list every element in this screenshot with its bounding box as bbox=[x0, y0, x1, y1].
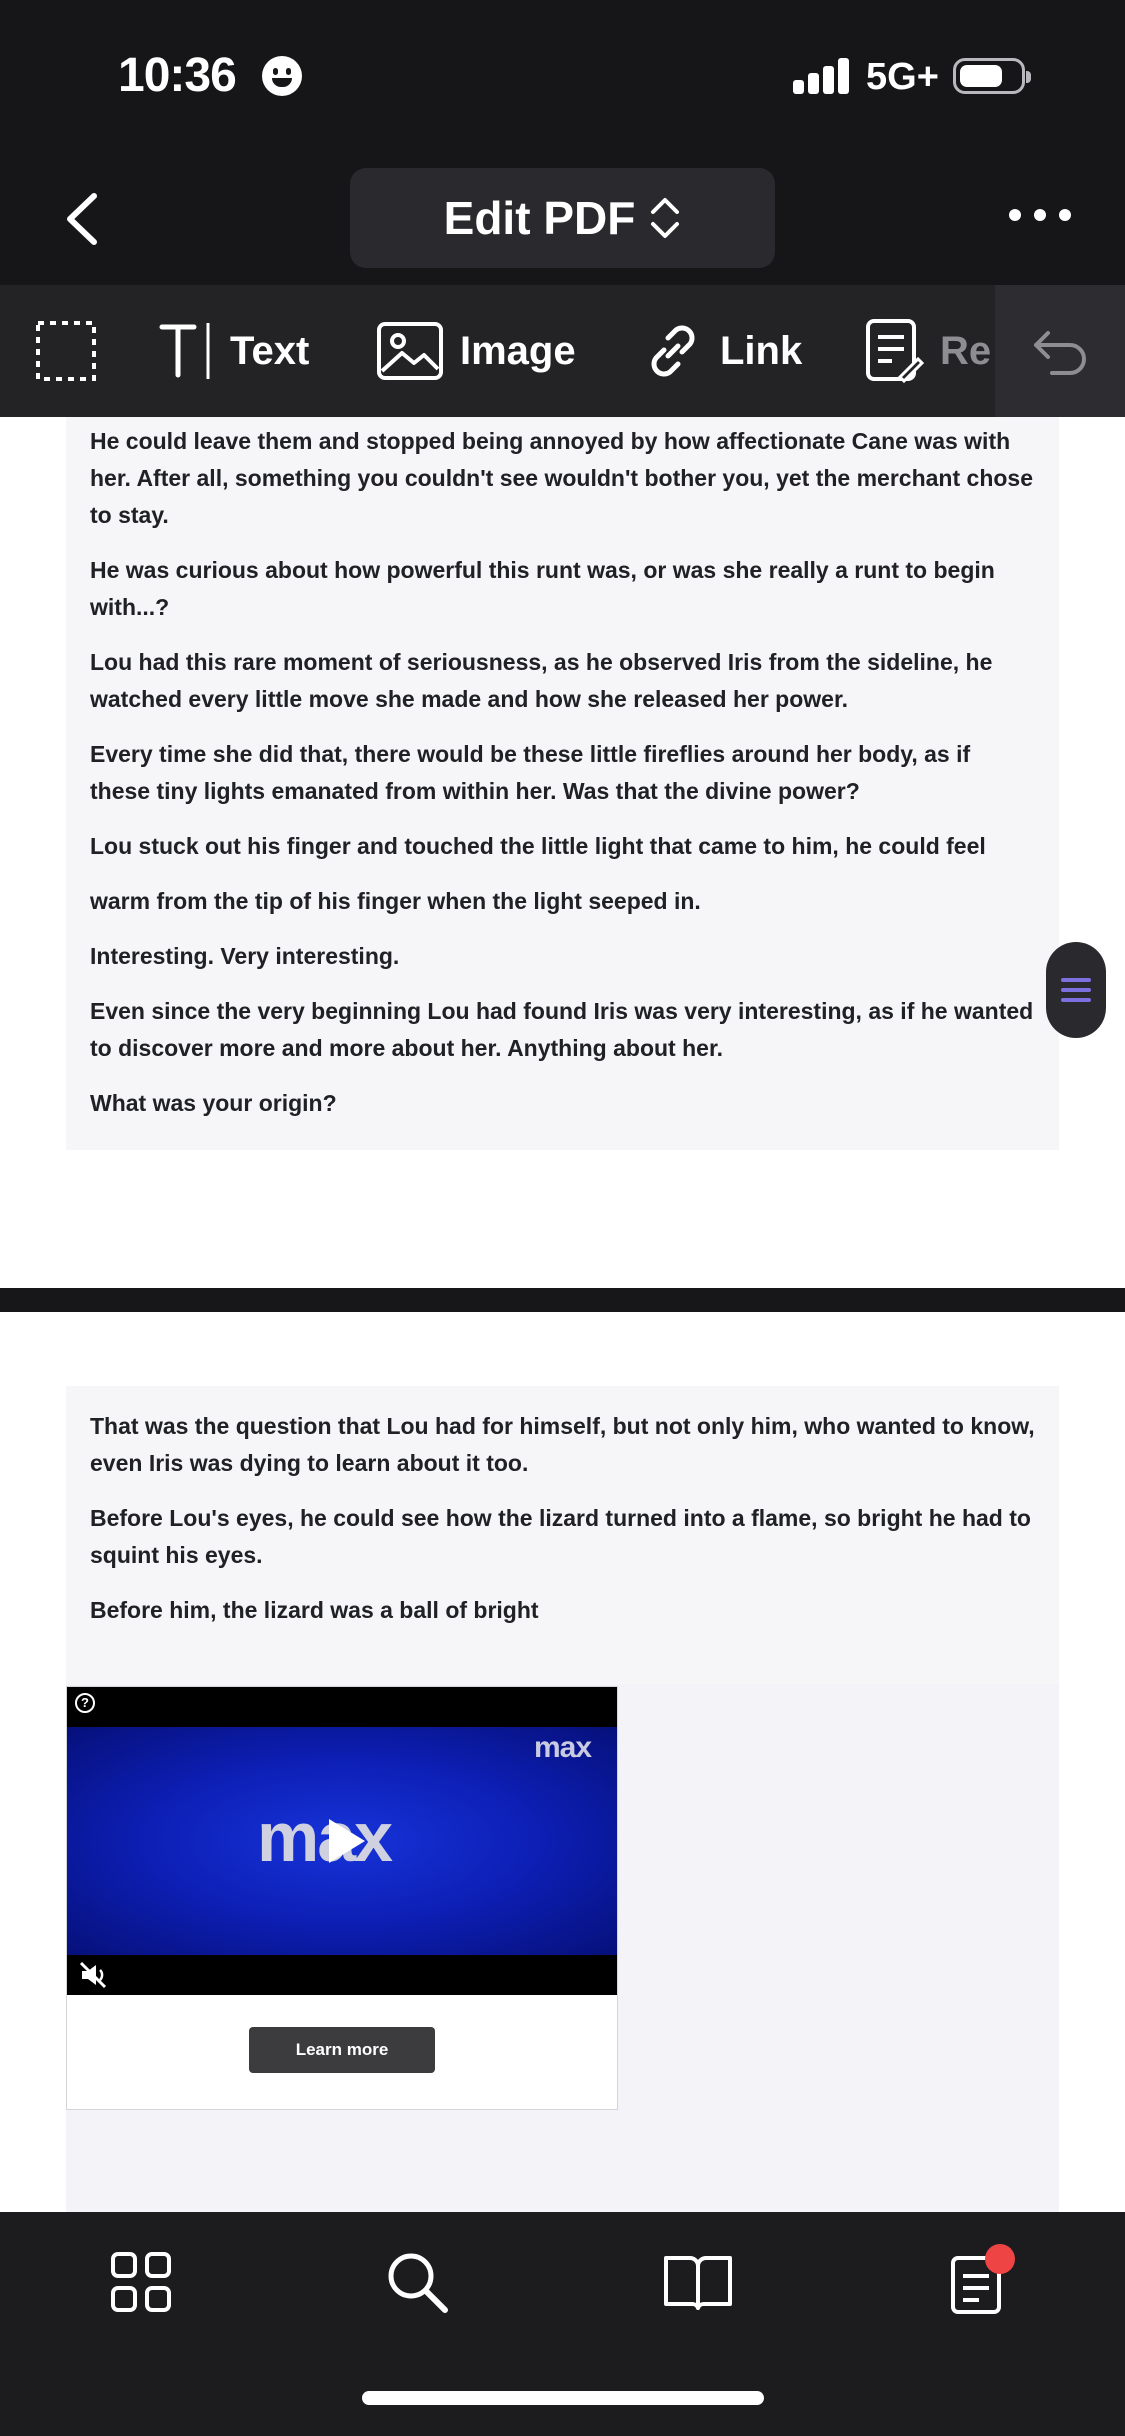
paragraph[interactable]: Even since the very beginning Lou had found Iris was very interesting, as if he wanted to discover more and more about her. Anything about her. bbox=[90, 998, 1034, 1061]
smiley-icon bbox=[262, 56, 302, 96]
dashed-select-icon bbox=[34, 319, 98, 383]
paragraph[interactable]: warm from the tip of his finger when the light seeped in. bbox=[90, 888, 701, 914]
paragraph[interactable]: He could leave them and stopped being annoyed by how affectionate Cane was with her. After all, something you couldn't see wouldn't bother you, yet the merchant chose to stay. bbox=[90, 428, 1033, 528]
notification-badge bbox=[985, 2244, 1015, 2274]
network-label: 5G+ bbox=[866, 56, 939, 98]
image-tool[interactable] bbox=[376, 285, 576, 417]
ad-controls bbox=[67, 1955, 617, 1995]
battery-icon bbox=[953, 58, 1025, 94]
paragraph[interactable]: Lou had this rare moment of seriousness, as he observed Iris from the sideline, he watched every little move she made and how she released her power. bbox=[90, 649, 993, 712]
page-separator bbox=[0, 1288, 1125, 1312]
scroll-handle[interactable] bbox=[1046, 942, 1106, 1038]
tab-documents[interactable] bbox=[937, 2242, 1017, 2322]
tab-search[interactable] bbox=[377, 2242, 457, 2322]
pdf-page-1[interactable] bbox=[0, 417, 1125, 1288]
paragraph[interactable]: Lou stuck out his finger and touched the little light that came to him, he could feel bbox=[90, 833, 986, 859]
page-title: Edit PDF bbox=[443, 192, 636, 244]
recognize-tool[interactable] bbox=[864, 285, 991, 417]
paragraph[interactable]: Before him, the lizard was a ball of bright bbox=[90, 1597, 539, 1623]
paragraph[interactable]: Every time she did that, there would be these little fireflies around her body, as if these tiny lights emanated from within her. Was that the divine power? bbox=[90, 741, 971, 804]
ad-video[interactable] bbox=[67, 1727, 617, 1955]
chevron-up-down-icon bbox=[649, 196, 681, 240]
paragraph[interactable]: What was your origin? bbox=[90, 1090, 337, 1116]
link-tool-label: Link bbox=[720, 328, 803, 373]
chevron-left-icon bbox=[50, 184, 120, 254]
text-tool[interactable] bbox=[158, 285, 309, 417]
link-tool[interactable] bbox=[642, 285, 802, 417]
text-tool-label: Text bbox=[230, 328, 310, 373]
ad-header bbox=[67, 1687, 617, 1727]
document-mode-selector[interactable] bbox=[350, 168, 775, 268]
search-icon bbox=[383, 2248, 451, 2316]
document-edit-icon bbox=[864, 317, 924, 385]
undo-button[interactable] bbox=[995, 285, 1125, 417]
edit-toolbar bbox=[0, 285, 1125, 417]
video-ad[interactable] bbox=[66, 1686, 618, 2110]
home-indicator bbox=[362, 2391, 764, 2405]
image-tool-label: Image bbox=[460, 328, 576, 373]
signal-icon bbox=[793, 58, 851, 94]
recognize-tool-label: Re bbox=[940, 328, 992, 373]
grid-icon bbox=[109, 2250, 173, 2314]
help-icon[interactable]: ? bbox=[75, 1693, 95, 1713]
back-button[interactable] bbox=[50, 184, 120, 254]
book-icon bbox=[662, 2250, 734, 2314]
tab-pages[interactable] bbox=[101, 2242, 181, 2322]
paragraph[interactable]: Before Lou's eyes, he could see how the lizard turned into a flame, so bright he had to squint his eyes. bbox=[90, 1505, 1031, 1568]
ad-brand-logo: max bbox=[257, 1798, 392, 1876]
more-button[interactable] bbox=[1005, 200, 1075, 230]
status-bar bbox=[0, 0, 1125, 150]
paragraph[interactable]: Interesting. Very interesting. bbox=[90, 943, 400, 969]
paragraph[interactable]: He was curious about how powerful this runt was, or was she really a runt to begin with...? bbox=[90, 557, 995, 620]
paragraph[interactable]: That was the question that Lou had for himself, but not only him, who wanted to know, even Iris was dying to learn about it too. bbox=[90, 1413, 1035, 1476]
text-block[interactable] bbox=[66, 417, 1059, 1150]
text-cursor-icon bbox=[158, 319, 214, 383]
text-block[interactable] bbox=[66, 1386, 1059, 1704]
link-icon bbox=[642, 320, 704, 382]
ad-brand-logo-small: max bbox=[533, 1731, 591, 1764]
tab-reader[interactable] bbox=[658, 2242, 738, 2322]
nav-bar bbox=[0, 150, 1125, 285]
mute-icon[interactable] bbox=[79, 1961, 109, 1989]
select-tool[interactable] bbox=[34, 285, 98, 417]
image-icon bbox=[376, 321, 444, 381]
more-horizontal-icon bbox=[1005, 200, 1075, 230]
play-icon[interactable] bbox=[329, 1819, 365, 1863]
menu-lines-icon bbox=[1060, 976, 1092, 1004]
learn-more-button[interactable]: Learn more bbox=[249, 2027, 435, 2073]
pdf-page-2[interactable] bbox=[0, 1312, 1125, 2212]
undo-icon bbox=[1028, 323, 1092, 379]
status-time: 10:36 bbox=[118, 49, 236, 102]
